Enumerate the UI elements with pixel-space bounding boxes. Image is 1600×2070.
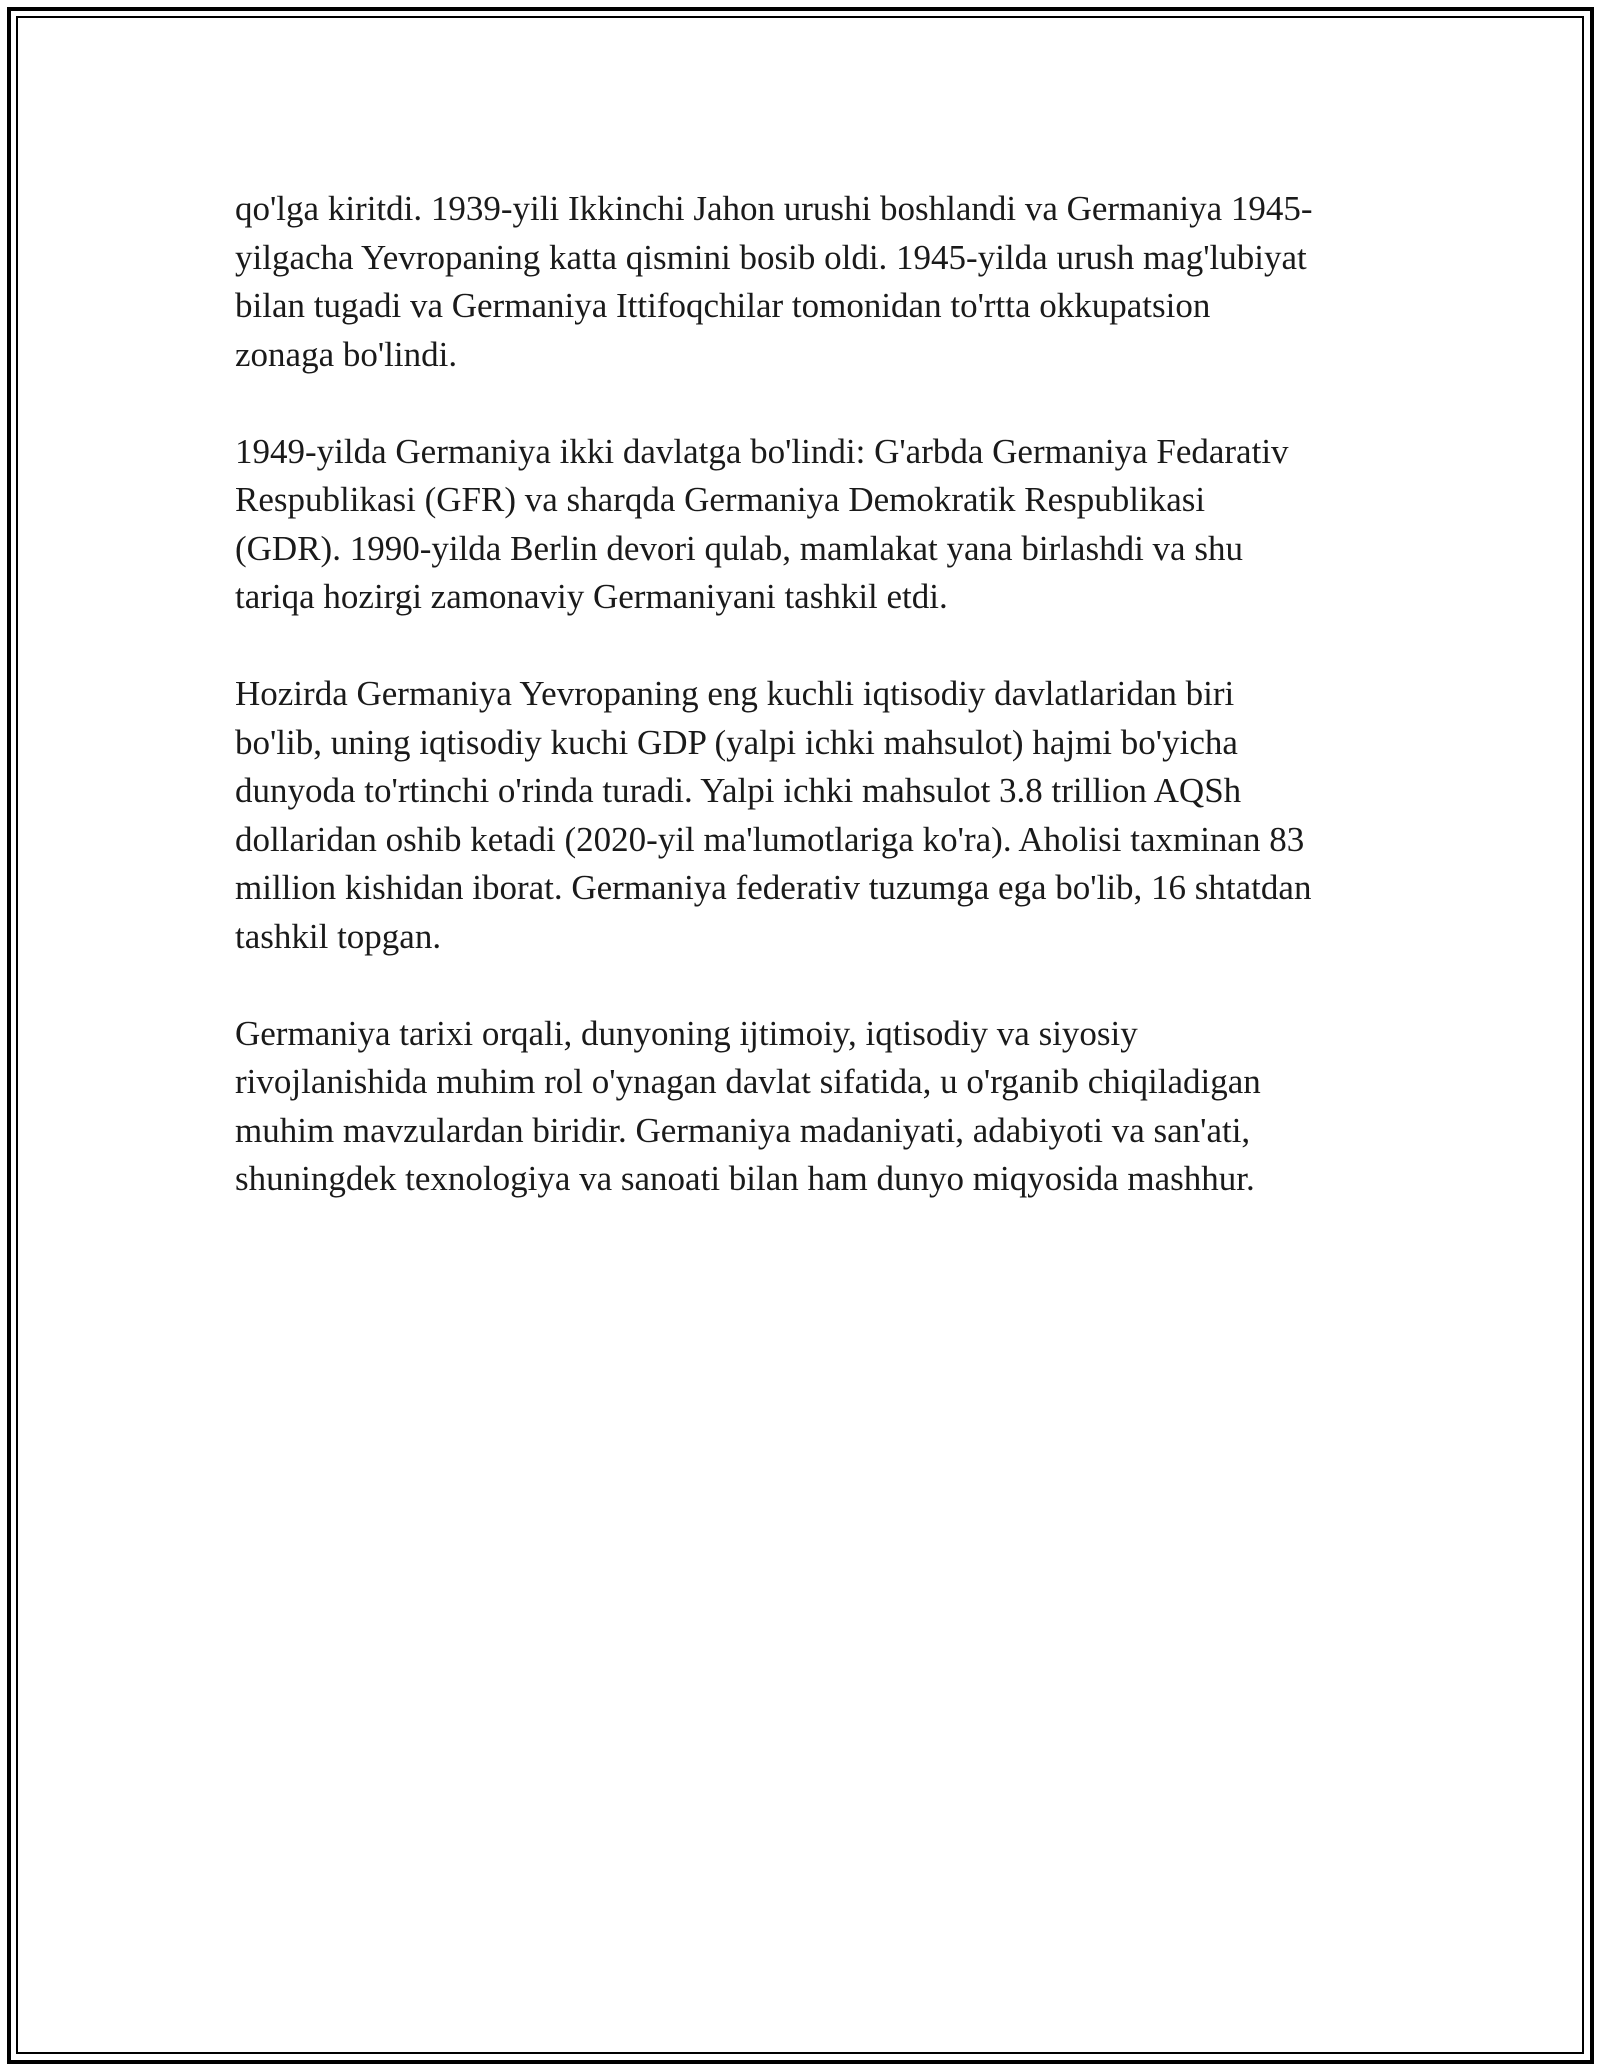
- text-line: Germaniya tarixi orqali, dunyoning ijtimoiy, iqtisodiy va siyosiy: [235, 1013, 1138, 1053]
- text-line: zonaga bo'lindi.: [235, 334, 458, 374]
- text-line: million kishidan iborat. Germaniya federativ tuzumga ega bo'lib, 16 shtatdan: [235, 868, 1312, 907]
- paragraph-1: [235, 185, 1375, 379]
- text-line: dollaridan oshib ketadi (2020-yil ma'lumotlariga ko'ra). Aholisi taxminan 83: [235, 819, 1305, 859]
- text-line: tariqa hozirgi zamonaviy Germaniyani tashkil etdi.: [235, 577, 948, 616]
- text-line: bo'lib, uning iqtisodiy kuchi GDP (yalpi ichki mahsulot) hajmi bo'yicha: [235, 722, 1238, 762]
- text-line: dunyoda to'rtinchi o'rinda turadi. Yalpi ichki mahsulot 3.8 trillion AQSh: [235, 771, 1242, 810]
- text-line: Hozirda Germaniya Yevropaning eng kuchli iqtisodiy davlatlaridan biri: [235, 674, 1235, 713]
- paragraph-3: [235, 670, 1375, 961]
- text-line: Respublikasi (GFR) va sharqda Germaniya Demokratik Respublikasi: [235, 480, 1206, 519]
- text-line: (GDR). 1990-yilda Berlin devori qulab, mamlakat yana birlashdi va shu: [235, 528, 1243, 568]
- paragraph-2: [235, 428, 1375, 622]
- text-line: yilgacha Yevropaning katta qismini bosib oldi. 1945-yilda urush mag'lubiyat: [235, 237, 1307, 277]
- text-line: rivojlanishida muhim rol o'ynagan davlat sifatida, u o'rganib chiqiladigan: [235, 1062, 1261, 1101]
- paragraph-4: [235, 1010, 1375, 1204]
- text-line: qo'lga kiritdi. 1939-yili Ikkinchi Jahon urushi boshlandi va Germaniya 1945-: [235, 189, 1313, 228]
- text-line: tashkil topgan.: [235, 916, 442, 956]
- text-line: bilan tugadi va Germaniya Ittifoqchilar tomonidan to'rtta okkupatsion: [235, 286, 1211, 325]
- document-body: [235, 185, 1375, 1252]
- text-line: shuningdek texnologiya va sanoati bilan ham dunyo miqyosida mashhur.: [235, 1159, 1255, 1198]
- text-line: muhim mavzulardan biridir. Germaniya madaniyati, adabiyoti va san'ati,: [235, 1110, 1251, 1150]
- text-line: 1949-yilda Germaniya ikki davlatga bo'lindi: G'arbda Germaniya Fedarativ: [235, 431, 1289, 471]
